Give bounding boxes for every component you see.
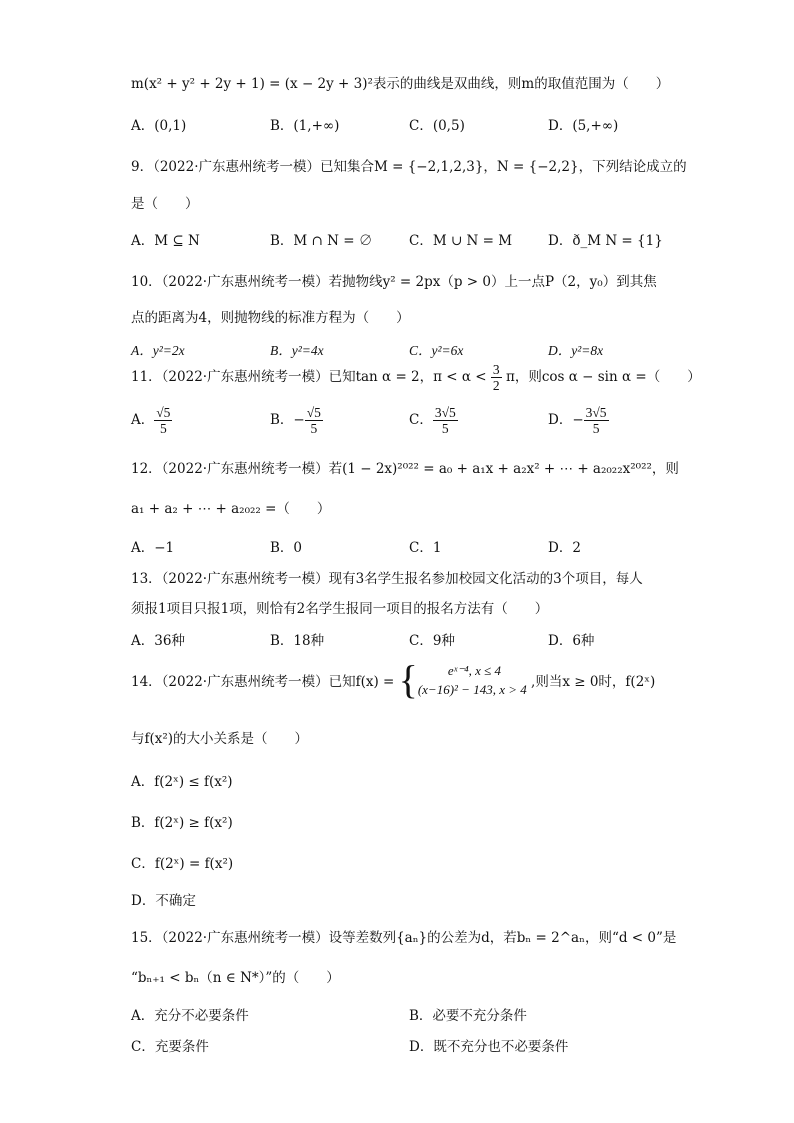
q11-option-c-label: C． <box>409 412 433 428</box>
q13-option-a[interactable]: A．36种 <box>131 633 185 649</box>
q12-option-d[interactable]: D．2 <box>548 540 581 556</box>
q10-stem-line2: 点的距离为4，则抛物线的标准方程为（ ） <box>131 310 410 326</box>
q14-option-a[interactable]: A．f(2ˣ) ≤ f(x²) <box>131 774 233 790</box>
q13-option-d[interactable]: D．6种 <box>548 633 595 649</box>
q11-option-d-sign: − <box>572 412 584 428</box>
q11-option-a-den: 5 <box>159 421 167 436</box>
q14-stem-line1 <box>131 657 656 702</box>
q14-stem-line2: 与f(x²)的大小关系是（ ） <box>131 731 309 747</box>
q15-stem-line1: 15．（2022·广东惠州统考一模）设等差数列{aₙ}的公差为d，若bₙ = 2^aₙ，则“d < 0”是 <box>131 930 677 946</box>
q12-option-b[interactable]: B．0 <box>270 540 303 556</box>
q14-case1: eˣ⁻⁴, x ≤ 4 <box>447 663 502 678</box>
q9-option-d[interactable]: D．ð_M N = {1} <box>548 233 663 249</box>
q10-option-a[interactable]: A．y²=2x <box>131 343 185 358</box>
q8-option-a[interactable]: A．(0,1) <box>131 118 187 134</box>
q14-stem-suffix: ,则当x ≥ 0时，f(2ˣ) <box>531 674 656 690</box>
q11-stem-prefix: 11．（2022·广东惠州统考一模）已知tan α = 2，π < α < <box>131 369 487 385</box>
q11-option-d-den: 5 <box>592 421 600 436</box>
q11-option-b-sign: − <box>293 412 305 428</box>
q15-option-b[interactable]: B．必要不充分条件 <box>409 1008 527 1024</box>
q11-stem-suffix: π，则cos α − sin α =（ ） <box>505 369 701 385</box>
q9-option-a[interactable]: A．M ⊆ N <box>131 233 200 249</box>
q9-stem-line2: 是（ ） <box>131 196 199 212</box>
q11-option-b-den: 5 <box>310 421 318 436</box>
q11-option-c-num: 3√5 <box>434 405 456 420</box>
q11-option-d-label: D． <box>548 412 573 428</box>
q14-option-d[interactable]: D．不确定 <box>131 893 196 909</box>
q8-option-c[interactable]: C．(0,5) <box>409 118 465 134</box>
q9-stem-line1: 9．（2022·广东惠州统考一模）已知集合M = {−2,1,2,3}，N = {−2,2}，下列结论成立的 <box>131 159 687 175</box>
q15-option-a[interactable]: A．充分不必要条件 <box>131 1008 249 1024</box>
q11-option-c-den: 5 <box>441 421 449 436</box>
q10-option-c[interactable]: C．y²=6x <box>409 343 464 358</box>
q14-option-b[interactable]: B．f(2ˣ) ≥ f(x²) <box>131 815 233 831</box>
q14-case2: (x−16)² − 143, x > 4 <box>417 682 527 697</box>
q11-fraction-denominator: 2 <box>492 378 500 393</box>
q11-option-a-num: √5 <box>156 405 171 420</box>
q14-piecewise: { eˣ⁻⁴, x ≤ 4 (x−16)² − 143, x > 4 <box>398 657 527 702</box>
q12-option-a[interactable]: A．−1 <box>131 540 175 556</box>
q15-option-d[interactable]: D．既不充分也不必要条件 <box>409 1039 569 1055</box>
q11-stem <box>131 362 701 393</box>
q10-option-d[interactable]: D．y²=8x <box>548 343 604 358</box>
q11-option-b-num: √5 <box>306 405 321 420</box>
q11-option-d[interactable] <box>548 405 609 436</box>
q12-option-c[interactable]: C．1 <box>409 540 442 556</box>
q13-option-c[interactable]: C．9种 <box>409 633 455 649</box>
q10-stem-line1: 10．（2022·广东惠州统考一模）若抛物线y² = 2px（p > 0）上一点P（2，y₀）到其焦 <box>131 274 657 290</box>
q14-option-c[interactable]: C．f(2ˣ) = f(x²) <box>131 856 234 872</box>
q8-stem: m(x² + y² + 2y + 1) = (x − 2y + 3)²表示的曲线是双曲线，则m的取值范围为（ ） <box>131 76 670 92</box>
q11-option-d-num: 3√5 <box>585 405 607 420</box>
q12-stem-line2: a₁ + a₂ + ⋯ + a₂₀₂₂ =（ ） <box>131 501 331 517</box>
q9-option-c[interactable]: C．M ∪ N = M <box>409 233 513 249</box>
q11-option-a-label: A． <box>131 412 155 428</box>
q15-stem-line2: “bₙ₊₁ < bₙ（n ∈ N*）”的（ ） <box>131 970 340 986</box>
q11-option-a[interactable] <box>131 405 172 436</box>
q8-option-b[interactable]: B．(1,+∞) <box>270 118 340 134</box>
q13-stem-line1: 13．（2022·广东惠州统考一模）现有3名学生报名参加校园文化活动的3个项目，每人 <box>131 571 643 587</box>
q13-option-b[interactable]: B．18种 <box>270 633 325 649</box>
q15-option-c[interactable]: C．充要条件 <box>131 1039 209 1055</box>
q11-fraction-numerator: 3 <box>492 362 500 377</box>
q11-fraction <box>491 362 502 393</box>
q13-stem-line2: 须报1项目只报1项，则恰有2名学生报同一项目的报名方法有（ ） <box>131 601 549 617</box>
q11-option-b-label: B． <box>270 412 294 428</box>
q9-option-b[interactable]: B．M ∩ N = ∅ <box>270 233 373 249</box>
q12-stem-line1: 12．（2022·广东惠州统考一模）若(1 − 2x)²⁰²² = a₀ + a₁x + a₂x² + ⋯ + a₂₀₂₂x²⁰²²，则 <box>131 461 679 477</box>
q11-option-c[interactable] <box>409 405 458 436</box>
q14-stem-prefix: 14．（2022·广东惠州统考一模）已知f(x) = <box>131 674 395 690</box>
q8-option-d[interactable]: D．(5,+∞) <box>548 118 619 134</box>
q10-option-b[interactable]: B．y²=4x <box>270 343 324 358</box>
q11-option-b[interactable] <box>270 405 323 436</box>
